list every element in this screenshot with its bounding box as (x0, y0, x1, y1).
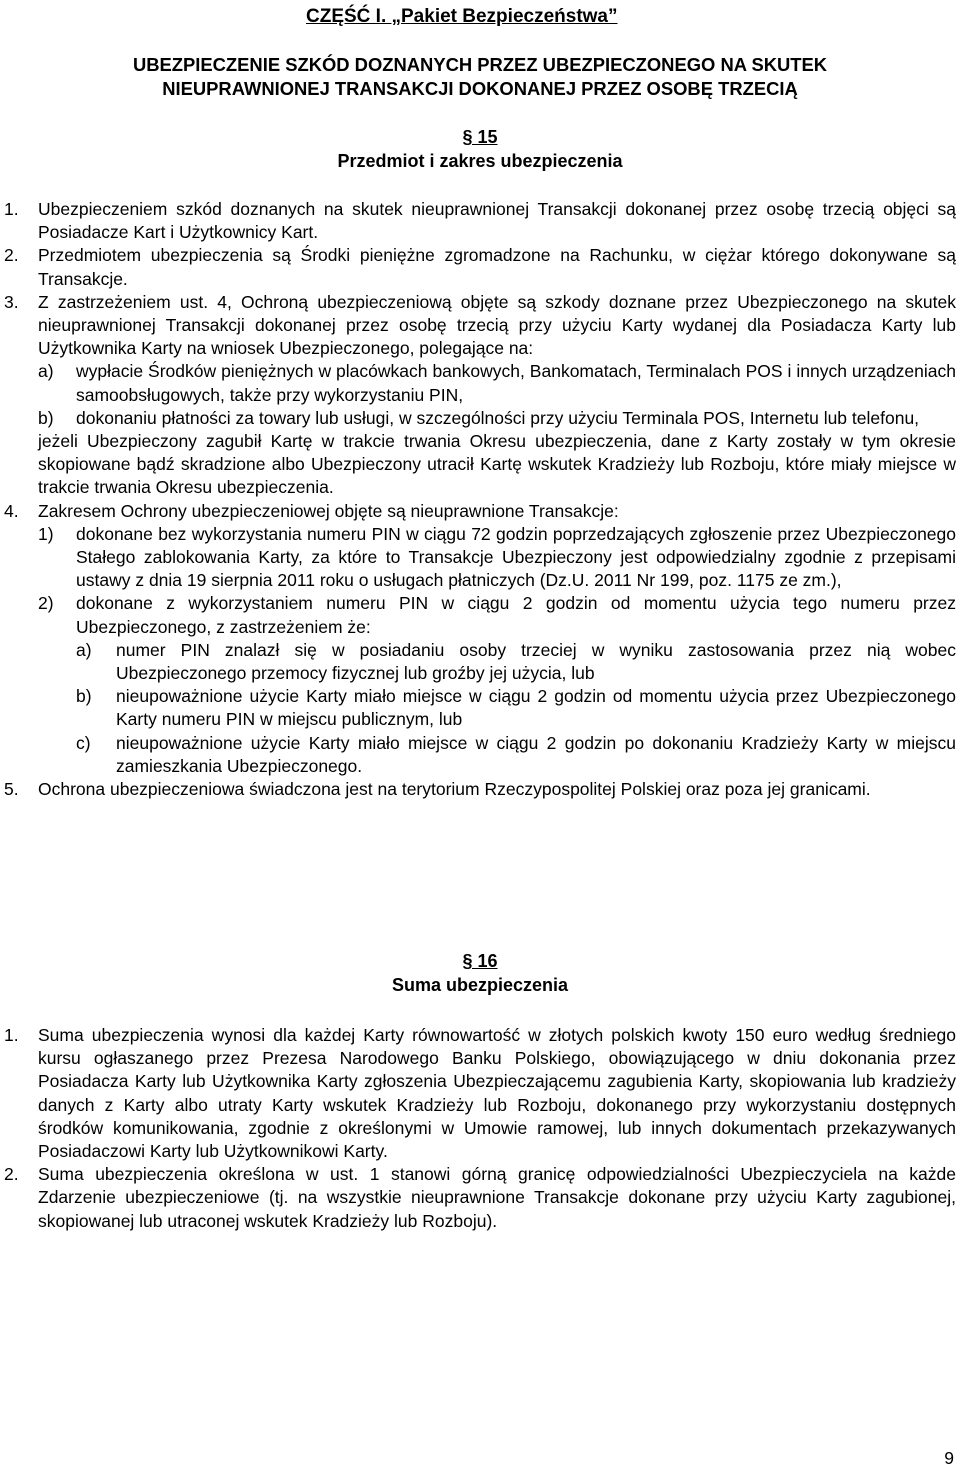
list-item (0, 198, 960, 244)
item-number: 2. (4, 1164, 19, 1185)
item-number: 5. (4, 779, 19, 800)
section-16-list (0, 1024, 960, 1233)
sub-item-text: dokonaniu płatności za towary lub usługi, w szczególności przy użyciu Terminala POS, Internetu lub telefonu, (76, 407, 920, 428)
nested-sub-item-text: nieupoważnione użycie Karty miało miejsce w ciągu 2 godzin od momentu użycia przez Ubezpieczonego Karty numeru PIN w miejscu publicznym, lub (116, 686, 956, 730)
item-number: 2. (4, 245, 19, 266)
list-item (0, 244, 960, 290)
chapter-title (0, 53, 960, 100)
item-number: 1. (4, 199, 19, 219)
item-tail-text: jeżeli Ubezpieczony zagubił Kartę w trakcie trwania Okresu ubezpieczenia, dane z Karty zostały w tym okresie skopiowane bądź skradzione albo Ubezpieczony utracił Kartę wskutek Kradzieży lub Rozboju, które miały miejsce w trakcie trwania Okresu ubezpieczenia. (38, 431, 956, 498)
section-15-title: Przedmiot i zakres ubezpieczenia (337, 150, 623, 171)
nested-sub-item (76, 732, 956, 778)
part-title (0, 5, 960, 29)
section-15-heading (0, 126, 960, 173)
nested-sub-item-text: nieupoważnione użycie Karty miało miejsce w ciągu 2 godzin po dokonaniu Kradzieży Karty w miejscu zamieszkania Ubezpieczonego. (116, 732, 956, 776)
list-item (0, 1024, 960, 1163)
page-number: 9 (944, 1448, 954, 1468)
chapter-title-line-2: NIEUPRAWNIONEJ TRANSAKCJI DOKONANEJ PRZEZ OSOBĘ TRZECIĄ (162, 77, 798, 99)
sub-item (38, 592, 956, 638)
sub-item-label: b) (38, 407, 54, 428)
item-text: Ochrona ubezpieczeniowa świadczona jest na terytorium Rzeczypospolitej Polskiej oraz poza jej granicami. (38, 779, 871, 800)
sub-item (38, 523, 956, 593)
nested-sub-item-text: numer PIN znalazł się w posiadaniu osoby trzeciej w wyniku zastosowania przez nią wobec Ubezpieczonego przemocy fizycznej lub groźby jej użycia, lub (116, 639, 956, 684)
nested-sub-item-label: b) (76, 686, 92, 707)
nested-sub-item (76, 639, 956, 685)
item-text: Przedmiotem ubezpieczenia są Środki pieniężne zgromadzone na Rachunku, w ciężar którego dokonywane są Transakcje. (38, 245, 956, 289)
item-number: 4. (4, 500, 19, 521)
list-item (0, 291, 960, 500)
nested-sub-item (76, 685, 956, 731)
nested-sub-list (76, 639, 956, 778)
chapter-title-line-1: UBEZPIECZENIE SZKÓD DOZNANYCH PRZEZ UBEZPIECZONEGO NA SKUTEK (132, 54, 828, 75)
sub-item-label: 2) (38, 593, 54, 614)
item-text: Suma ubezpieczenia wynosi dla każdej Karty równowartość w złotych polskich kwoty 150 euro według średniego kursu ogłaszanego przez Prezesa Narodowego Banku Polskiego, obowiązującego w dniu dokonania przez Posiadacza Karty lub Użytkownika Karty zgłoszenia Ubezpieczającemu zagubienia Karty, skopiowania lub kradzieży danych z Karty albo utraty Karty wskutek Kradzieży lub Rozboju, dokonanego przy wykorzystaniu dostępnych środków komunikowania, zgodnie z określonymi w Umowie ramowej, lub innych dokumentach przekazywanych Posiadaczowi Karty lub Użytkownikowi Karty. (38, 1025, 956, 1162)
section-15-list (0, 198, 960, 801)
part-title-text: CZĘŚĆ I. „Pakiet Bezpieczeństwa” (306, 6, 618, 27)
section-16-title: Suma ubezpieczenia (391, 974, 569, 995)
sub-item-text: wypłacie Środków pieniężnych w placówkach bankowych, Bankomatach, Terminalach POS i innych urządzeniach samoobsługowych, także przy wykorzystaniu PIN, (76, 361, 956, 405)
sub-item-label: a) (38, 361, 54, 382)
list-item (0, 1163, 960, 1233)
sub-item-label: 1) (38, 523, 54, 544)
item-text: Zakresem Ochrony ubezpieczeniowej objęte są nieuprawnione Transakcje: (38, 500, 619, 521)
item-text: Z zastrzeżeniem ust. 4, Ochroną ubezpieczeniową objęte są szkody doznane przez Ubezpieczonego na skutek nieuprawnionej Transakcji dokonanej przez osobę trzecią przy użyciu Karty wydanej dla Posiadacza Karty lub Użytkownika Karty na wniosek Ubezpieczonego, polegające na: (38, 291, 956, 359)
sub-item (38, 360, 956, 406)
nested-sub-item-label: c) (76, 732, 91, 753)
item-number: 1. (4, 1025, 19, 1045)
sub-item-text: dokonane bez wykorzystania numeru PIN w ciągu 72 godzin poprzedzających zgłoszenie przez Ubezpieczonego Stałego zablokowania Karty, za które to Transakcje Ubezpieczony jest odpowiedzialny zgodnie z przepisami ustawy z dnia 19 sierpnia 2011 roku o usługach płatniczych (Dz.U. 2011 Nr 199, poz. 1175 ze zm.), (76, 523, 956, 591)
item-text: Ubezpieczeniem szkód doznanych na skutek nieuprawnionej Transakcji dokonanej przez osobę trzecią objęci są Posiadacze Kart i Użytkownicy Kart. (38, 199, 956, 243)
sub-item (38, 407, 956, 430)
nested-sub-item-label: a) (76, 639, 92, 660)
item-text: Suma ubezpieczenia określona w ust. 1 stanowi górną granicę odpowiedzialności Ubezpieczyciela na każde Zdarzenie ubezpieczeniowe (tj. na wszystkie nieuprawnione Transakcje dokonane przy użyciu Karty zagubionej, skopiowanej lub utraconej wskutek Kradzieży lub Rozboju). (38, 1164, 956, 1231)
section-15-number: § 15 (462, 127, 498, 147)
section-16-heading (0, 950, 960, 997)
list-item (0, 778, 960, 801)
item-number: 3. (4, 291, 19, 312)
list-item (0, 500, 960, 778)
section-16-number: § 16 (462, 951, 498, 971)
sub-item-text: dokonane z wykorzystaniem numeru PIN w ciągu 2 godzin od momentu użycia tego numeru przez Ubezpieczonego, z zastrzeżeniem że: (76, 593, 956, 637)
